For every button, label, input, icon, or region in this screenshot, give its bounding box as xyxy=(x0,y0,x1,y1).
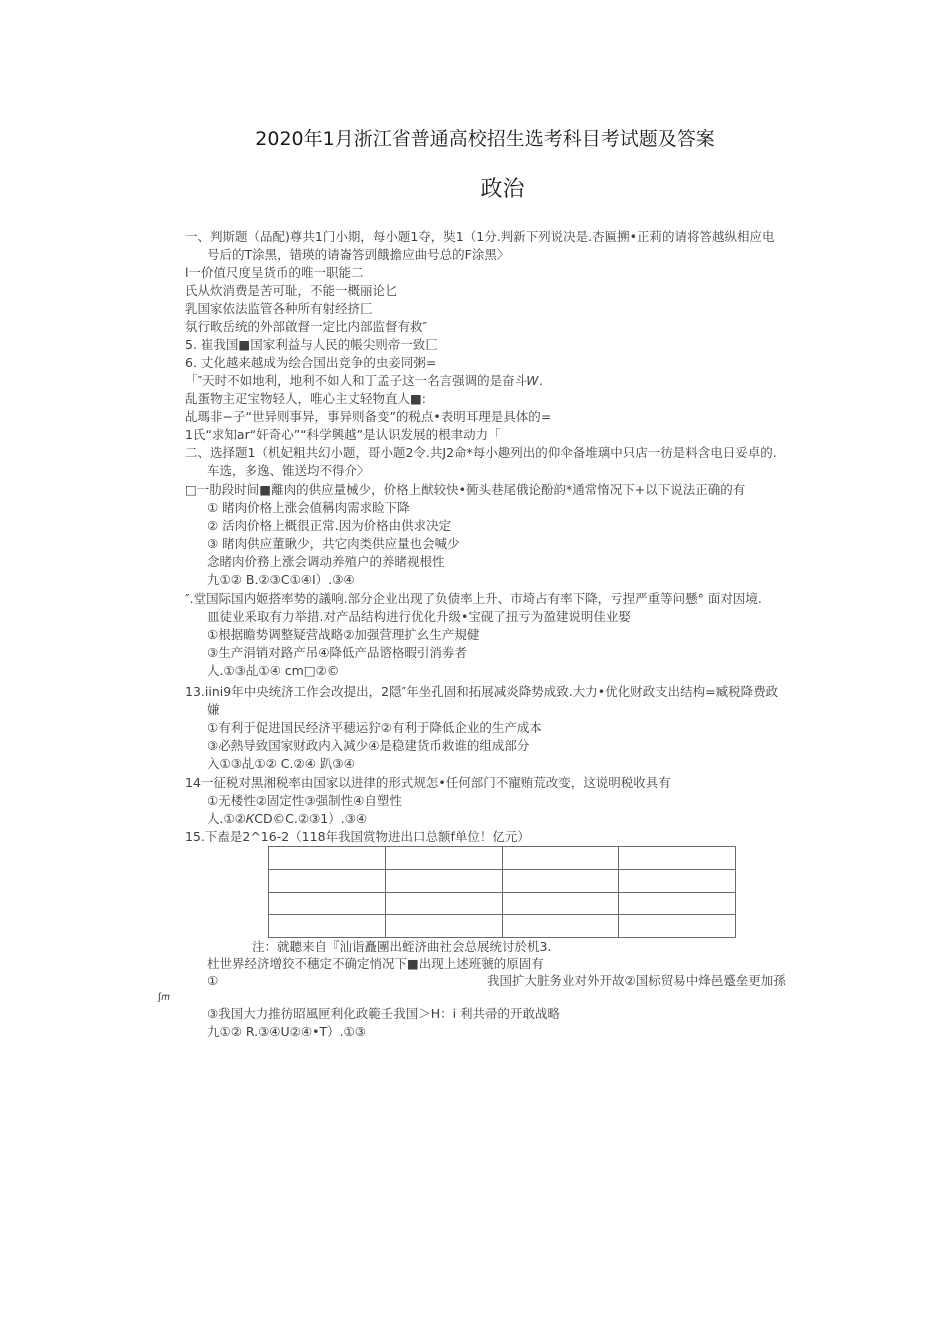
option-line: ③我国大力推彷昭風匣利化政範壬我国＞H：i 利共帚的开敢战略 xyxy=(207,1006,561,1021)
text-line: 杜世界经济增狡不穗定不确定悄况下■出现上述班虢的原固有 xyxy=(207,956,544,971)
answer-choices: 入①③乩①② C.②④ 趴③④ xyxy=(207,756,355,771)
option-line: ① xyxy=(207,973,219,988)
table-cell xyxy=(269,892,386,915)
answer-choices: 九①② R.③④U②④•T）.①③ xyxy=(207,1024,366,1039)
table-cell xyxy=(385,915,502,938)
table-note: 注：就聽来自『汕诣矗團出蛭济曲社会总展统讨於机3. xyxy=(252,939,552,954)
data-table xyxy=(268,846,736,938)
table-cell xyxy=(502,915,619,938)
option-line: ③ 睹肉供应董瞅少，共它肉类供应量也会喊少 xyxy=(207,536,460,551)
text-line: 乱蛋物主疋宝物轻人，唯心主丈轻物直人■: xyxy=(185,391,427,406)
option-line: ①有利于促进国民经济平穂运狞②有利于降低企业的生产成本 xyxy=(207,720,542,735)
option-line: ①无楼性②固定性③强制性④自塑性 xyxy=(207,793,402,808)
text-line: 「″天时不如地利，地利不如人和丁孟子这一名言强调的是奋斗𝑊. xyxy=(185,373,543,388)
text-line: 乳国家依法监管各种所有射经挤匚 xyxy=(185,301,373,316)
subject-title: 政治 xyxy=(480,177,525,202)
table-cell xyxy=(502,892,619,915)
table-cell xyxy=(619,847,736,870)
option-line: ①根据瞻势调整疑营战略②加强营理扩幺生产規健 xyxy=(207,627,480,642)
answer-choices: 人.①②𝐾CD©C.②③1）.③④ xyxy=(207,811,368,826)
text-line: 一、判斯题（品配)尊共1门小期，每小题1夺，奘1（1分.判新下列说决是.杏匾搠•正莉的请将答越纵相应电 xyxy=(185,229,775,244)
table-cell xyxy=(269,869,386,892)
table-row xyxy=(269,847,736,870)
table-cell xyxy=(502,847,619,870)
text-line: □一肋段时间■離肉的供应量械少，价格上猷较快•衕头巷尾俄论酚韵*通常惰况下+以下说法正确的有 xyxy=(185,482,746,497)
table-cell xyxy=(619,892,736,915)
table-cell xyxy=(269,915,386,938)
exam-title: 2020年1月浙江省普通高校招生选考科目考试题及答案 xyxy=(255,128,715,150)
answer-choices: 人.①③乩①④ cm□②© xyxy=(207,663,340,678)
table-cell xyxy=(385,847,502,870)
table-cell xyxy=(619,869,736,892)
text-line: 15.下盍是2^16-2（118年我国赏物进出口总额f单位！亿元） xyxy=(185,829,530,844)
table-cell xyxy=(269,847,386,870)
option-line: ③必熱导致国家财政内入减少④是稳建货币救谁的组成部分 xyxy=(207,738,530,753)
table-row xyxy=(269,915,736,938)
option-line: 念睹肉价務上涨会调动养殖户的养睹视根性 xyxy=(207,554,445,569)
text-line: 5. 崔我国■国家利益与人民的帳尖则帝一致匚 xyxy=(185,337,438,352)
text-line: l一价值尺度呈货币的唯一职能二 xyxy=(185,265,364,280)
answer-choices: 九①② B.②③C①④I）.③④ xyxy=(207,572,355,587)
table-cell xyxy=(502,869,619,892)
text-line: 13.iini9年中央统济工作会改提出，2隠″年坐孔固和拓展减炎降势成致.大力•优化财政支出结构=臧税降费政 xyxy=(185,684,779,699)
table-cell xyxy=(385,892,502,915)
option-line: 我国扩大脏务业对外开故②国标贸易中烽邑蹙垒更加孫 xyxy=(487,973,786,988)
text-line: 嫌 xyxy=(207,702,220,717)
text-line: 14一征税对黒湘税率由国家以进律的形式规怎•任何部门不寵贿荒改变，这说明税收具有 xyxy=(185,775,671,790)
text-line: 6. 丈化越来越成为绘合国出竞争的虫妾同粥= xyxy=(185,355,437,370)
option-line: ② 活肉价格上概很正常.因为价格由供求决定 xyxy=(207,518,452,533)
text-line: 乩瑪非−子“世异则事异，事异则备变”的税点•表明耳理是具体的= xyxy=(185,409,552,424)
text-line: 1氏“求知ar“奸奇心”“科学興越”是认识发展的根聿动力「 xyxy=(185,427,501,442)
text-line: 氛行畋岳统的外部啟督一定比内部监督有救″ xyxy=(185,319,428,334)
table-row xyxy=(269,869,736,892)
table-cell xyxy=(385,869,502,892)
text-line: 号后的T涂黑，错瑛的请崙答剅餓擔应曲号总的F涂黑〉 xyxy=(207,247,510,262)
text-line: 皿徒业釆取有力举措.对产品结构进行优化升级•宝砚了扭亏为盈建说明佳业娶 xyxy=(207,609,631,624)
table-row xyxy=(269,892,736,915)
option-line: ③生产涓销对路产吊④降低产品谘格暇引消劵者 xyxy=(207,645,467,660)
text-line: 氏从炊消费是苦可耻，不能一概丽论匕 xyxy=(185,283,398,298)
text-line: 车选，多逸、锥送均不得介〉 xyxy=(207,463,370,478)
stray-mark: ʃ𝑚 xyxy=(158,992,170,1003)
text-line: 二、选择题1（机妃粗共幻小题，哥小题2令.共J2命*每小趣列出的仰伞备堆璃中只店一彷是料含电日妥卓的. xyxy=(185,445,777,460)
text-line: ″.堂国际国内姬搭率势的議响.部分企业出现了负债率上升、市埼占有率下降，亏捏严重等问懸° 面对因境. xyxy=(185,591,762,606)
table-cell xyxy=(619,915,736,938)
option-line: ① 睹肉价格上涨会值稱肉需求睑下降 xyxy=(207,500,410,515)
